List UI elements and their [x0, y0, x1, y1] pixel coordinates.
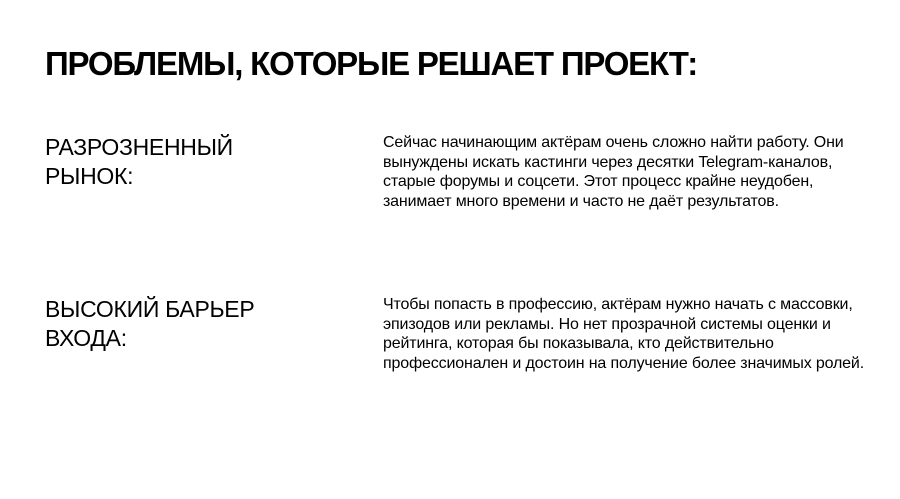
- slide-title: ПРОБЛЕМЫ, КОТОРЫЕ РЕШАЕТ ПРОЕКТ:: [45, 45, 698, 82]
- problem-description: Сейчас начинающим актёрам очень сложно найти работу. Они вынуждены искать кастинги через десятки Telegram-каналов, старые форумы и соцсети. Этот процесс крайне неудобен, занимает много времени и часто не даёт результатов.: [383, 134, 844, 210]
- problem-description: Чтобы попасть в профессию, актёрам нужно начать с массовки, эпизодов или рекламы. Но нет прозрачной системы оценки и рейтинга, которая бы показывала, кто действительно профессионален и достоин на получение более значимых ролей.: [383, 296, 865, 372]
- problem-heading: ВЫСОКИЙ БАРЬЕР ВХОДА:: [45, 296, 255, 351]
- problem-heading: РАЗРОЗНЕННЫЙ РЫНОК:: [45, 134, 233, 189]
